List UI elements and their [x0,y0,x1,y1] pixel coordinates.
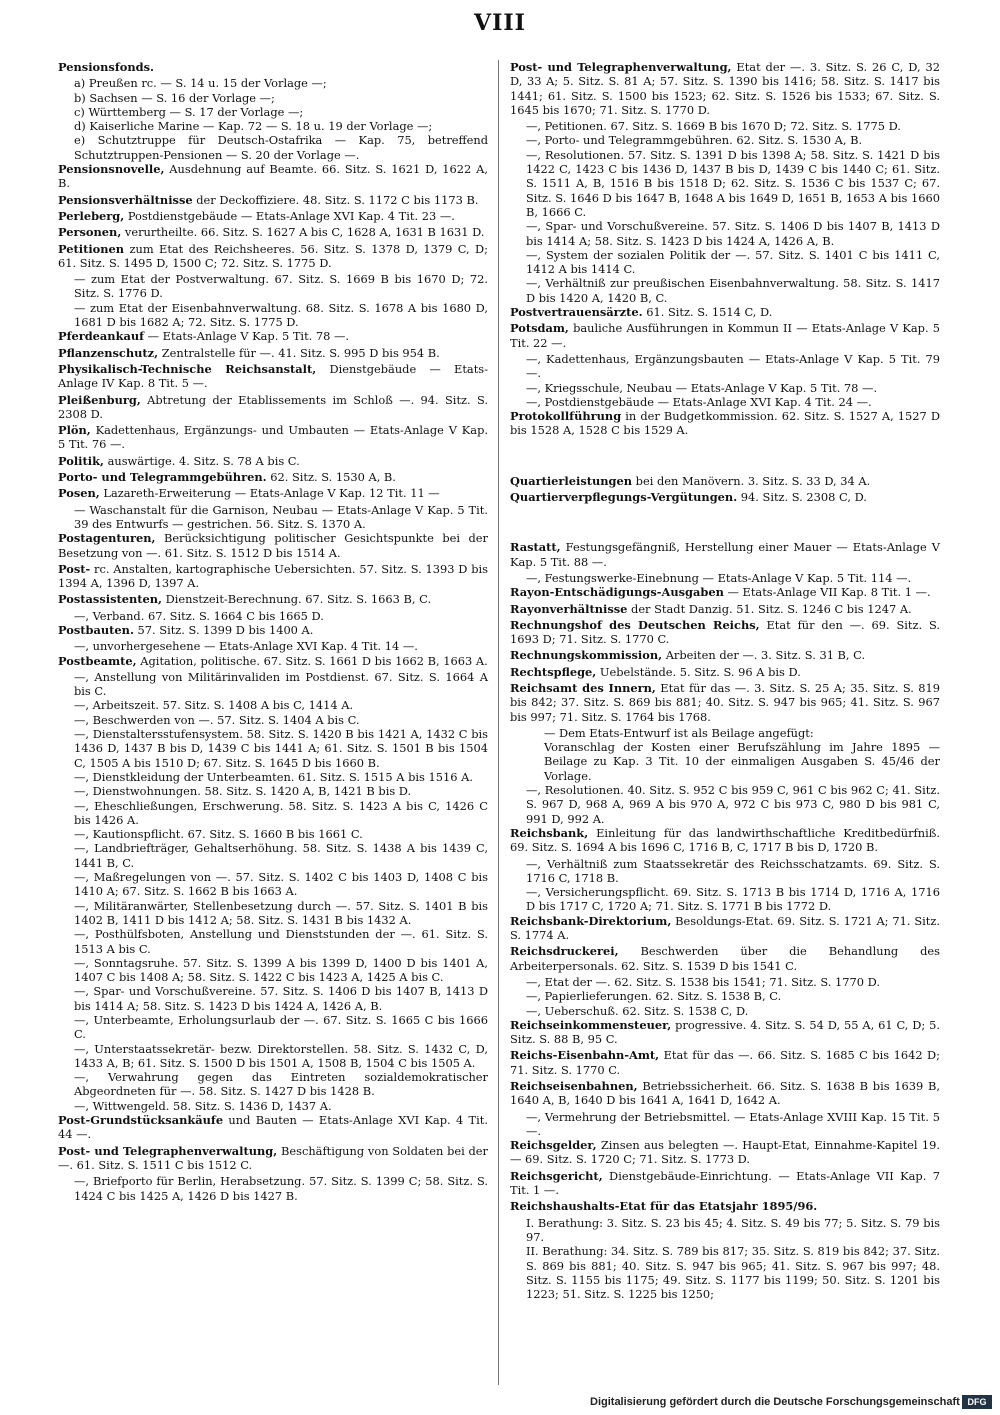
index-entry [58,713,488,727]
index-entry [510,1018,940,1047]
entry-text: —, Maßregelungen von —. 57. Sitz. S. 1402 C bis 1403 D, 1408 C bis 1410 A; 67. Sitz. S. 1662 B bis 1663 A. [74,870,488,899]
index-entry [58,592,488,606]
index-entry [58,984,488,1013]
entry-text: Etat für das —. 66. Sitz. S. 1685 C bis 1642 D; 71. Sitz. S. 1770 C. [510,1048,940,1077]
index-entry [510,1169,940,1198]
entry-text: Agitation, politische. 67. Sitz. S. 1661 D bis 1662 B, 1663 A. [136,653,488,668]
entry-text: 61. Sitz. S. 1514 C, D. [642,305,773,320]
index-entry [510,665,940,679]
index-entry [58,639,488,653]
entry-text: — Etats-Anlage VII Kap. 8 Tit. 1 —. [723,585,931,600]
entry-text: c) Württemberg — S. 17 der Vorlage —; [74,104,304,119]
index-entry [510,585,940,599]
entry-text: —, Eheschließungen, Erschwerung. 58. Sitz. S. 1423 A bis C, 1426 C bis 1426 A. [74,798,488,827]
index-entry [510,944,940,973]
entry-heading: Plön, [58,423,91,438]
entry-heading: Postagenturen, [58,531,156,546]
index-entry [510,148,940,219]
index-entry [58,654,488,668]
entry-text: —, Postdienstgebäude — Etats-Anlage XVI Kap. 4 Tit. 24 —. [526,394,872,409]
entry-heading: Porto- und Telegrammgebühren. [58,470,267,485]
index-entry [58,193,488,207]
index-entry [58,225,488,239]
index-entry [58,162,488,191]
entry-heading: Reichshaushalts-Etat für das Etatsjahr 1895/96. [510,1199,818,1214]
page-number: VIII [474,10,526,36]
entry-heading: Potsdam, [510,321,569,336]
entry-text: —, Kriegsschule, Neubau — Etats-Anlage V Kap. 5 Tit. 78 —. [526,380,878,395]
entry-text: —, Posthülfsboten, Anstellung und Dienststunden der —. 61. Sitz. S. 1513 A bis C. [74,927,488,956]
index-entry [510,914,940,943]
entry-text: —, Resolutionen. 40. Sitz. S. 952 C bis 959 C, 961 C bis 962 C; 41. Sitz. S. 967 D, 968 A, 969 A bis 970 A, 972 C bis 973 C, 980 D bis 981 C, 991 D, 992 A. [526,783,940,826]
entry-text: —, Militäranwärter, Stellenbesetzung durch —. 57. Sitz. S. 1401 B bis 1402 B, 1411 D bis 1412 A; 58. Sitz. S. 1431 B bis 1432 A. [74,898,488,927]
entry-heading: Pensionsnovelle, [58,162,165,177]
entry-text: —, Porto- und Telegrammgebühren. 62. Sitz. S. 1530 A, B. [526,133,863,148]
index-entry [58,956,488,985]
entry-text: Dienstgebäude-Einrichtung. — Etats-Anlage VII Kap. 7 Tit. 1 —. [510,1168,940,1198]
entry-heading: Rechnungskommission, [510,648,663,663]
index-entry [58,209,488,223]
index-entry [58,562,488,591]
index-entry [58,927,488,956]
entry-text: Etat für das —. 3. Sitz. S. 25 A; 35. Sitz. S. 819 bis 842; 37. Sitz. S. 869 bis 881; 40. Sitz. S. 947 bis 965; 41. Sitz. S. 967 bis 997; 71. Sitz. S. 1764 bis 1768. [510,680,940,724]
entry-text: I. Berathung: 3. Sitz. S. 23 bis 45; 4. Sitz. S. 49 bis 77; 5. Sitz. S. 79 bis 97. [526,1215,940,1244]
entry-heading: Reichseisenbahnen, [510,1079,638,1093]
index-entry [58,470,488,484]
right-column [510,60,940,1301]
index-entry [510,571,940,585]
index-entry [510,381,940,395]
entry-text: Ausdehnung auf Beamte. 66. Sitz. S. 1621 D, 1622 A, B. [58,162,488,191]
entry-heading: Postbeamte, [58,653,137,668]
entry-heading: Rechnungshof des Deutschen Reichs, [510,617,760,632]
entry-heading: Pleißenburg, [58,392,141,407]
index-entry [58,531,488,560]
index-entry [58,329,488,343]
index-entry [510,1216,940,1245]
entry-text: —, Etat der —. 62. Sitz. S. 1538 bis 1541; 71. Sitz. S. 1770 D. [526,974,880,989]
entry-text: progressive. 4. Sitz. S. 54 D, 55 A, 61 C, D; 5. Sitz. S. 88 B, 95 C. [510,1017,940,1047]
entry-heading: Post-Grundstücksankäufe [58,1113,224,1128]
entry-text: —, Beschwerden von —. 57. Sitz. S. 1404 A bis C. [74,712,360,727]
entry-heading: Postvertrauensärzte. [510,305,643,320]
index-entry [58,827,488,841]
index-entry [58,1013,488,1042]
index-entry [58,362,488,391]
dfg-logo: DFG [962,1395,992,1409]
index-entry [510,975,940,989]
entry-heading: Pferdeankauf [58,329,145,344]
entry-heading: Reichsbank-Direktorium, [510,913,672,928]
column-divider [498,60,499,1385]
left-column [58,60,488,1203]
index-entry [58,841,488,870]
entry-text: e) Schutztruppe für Deutsch-Ostafrika — Kap. 75, betreffend Schutztruppen-Pensionen — S. 20 der Vorlage —. [74,133,488,162]
index-entry [510,321,940,350]
entry-heading: Rayon-Entschädigungs-Ausgaben [510,585,724,600]
entry-text: —, Briefporto für Berlin, Herabsetzung. 57. Sitz. S. 1399 C; 58. Sitz. S. 1424 C bis 1425 A, 1426 D bis 1427 B. [74,1174,488,1203]
entry-text: —, Dienstwohnungen. 58. Sitz. S. 1420 A, B, 1421 B bis D. [74,784,412,799]
index-entry [510,885,940,914]
entry-text: Zinsen aus belegten —. Haupt-Etat, Einnahme-Kapitel 19. — 69. Sitz. S. 1720 C; 71. Sitz. S. 1773 D. [510,1138,940,1167]
entry-heading: Pensionsverhältnisse [58,192,193,207]
entry-text: 94. Sitz. S. 2308 C, D. [737,490,867,505]
entry-text: —, Spar- und Vorschußvereine. 57. Sitz. S. 1406 D bis 1407 B, 1413 D bis 1414 A; 58. Sitz. S. 1423 D bis 1424 A, 1426 A, B. [526,219,940,248]
entry-text: Dienstgebäude — Etats-Anlage IV Kap. 8 Tit. 5 —. [58,361,488,391]
entry-text: Voranschlag der Kosten einer Berufszählung im Jahre 1895 — Beilage zu Kap. 3 Tit. 10 der einmaligen Ausgaben S. 45/46 der Vorlage. [544,740,940,783]
entry-heading: Reichsamt des Innern, [510,680,656,695]
entry-text: Abtretung der Etablissements im Schloß —. 94. Sitz. S. 2308 D. [58,392,488,421]
entry-heading: Petitionen [58,241,125,256]
entry-text: Arbeiten der —. 3. Sitz. S. 31 B, C. [662,648,866,663]
entry-text: — Dem Etats-Entwurf ist als Beilage angefügt: [544,725,814,740]
index-entry [58,1113,488,1142]
entry-text: bauliche Ausführungen in Kommun II — Etats-Anlage V Kap. 5 Tit. 22 —. [510,321,940,350]
index-entry [510,648,940,662]
index-entry [58,623,488,637]
index-entry [58,346,488,360]
index-entry [58,1144,488,1173]
index-entry [510,119,940,133]
index-entry [58,301,488,330]
index-entry [58,870,488,899]
index-entry [58,727,488,770]
entry-text: 57. Sitz. S. 1399 D bis 1400 A. [133,622,314,637]
index-entry [58,1099,488,1113]
index-entry [510,740,940,783]
index-entry [510,602,940,616]
index-entry [58,609,488,623]
entry-text: —, Ueberschuß. 62. Sitz. S. 1538 C, D. [526,1003,749,1018]
entry-heading: Politik, [58,453,104,468]
entry-text: a) Preußen rc. — S. 14 u. 15 der Vorlage —; [74,76,327,91]
entry-heading: Quartierleistungen [510,473,633,488]
entry-text: —, Kadettenhaus, Ergänzungsbauten — Etats-Anlage V Kap. 5 Tit. 79 —. [526,351,940,381]
index-entry [510,681,940,724]
entry-text: —, Spar- und Vorschußvereine. 57. Sitz. S. 1406 D bis 1407 B, 1413 D bis 1414 A; 58. Sitz. S. 1423 D bis 1424 A, 1426 A, B. [74,984,488,1013]
index-entry [510,618,940,647]
index-entry [58,133,488,162]
index-entry [58,60,488,74]
index-entry [510,1244,940,1301]
index-entry [58,698,488,712]
entry-text: bei den Manövern. 3. Sitz. S. 33 D, 34 A. [632,473,871,488]
entry-text: —, Vermehrung der Betriebsmittel. — Etats-Anlage XVIII Kap. 15 Tit. 5 —. [526,1109,940,1138]
index-entry [58,423,488,452]
index-entry [510,305,940,319]
entry-heading: Rastatt, [510,540,561,555]
entry-text: 62. Sitz. S. 1530 A, B. [266,470,396,485]
entry-text: —, Dienstkleidung der Unterbeamten. 61. Sitz. S. 1515 A bis 1516 A. [74,769,473,784]
entry-text: —, Kautionspflicht. 67. Sitz. S. 1660 B bis 1661 C. [74,827,363,842]
index-entry [510,1199,940,1213]
entry-heading: Reichs-Eisenbahn-Amt, [510,1048,660,1063]
entry-text: — Etats-Anlage V Kap. 5 Tit. 78 —. [144,329,350,344]
entry-heading: Reichsbank, [510,825,589,840]
index-entry [510,490,940,504]
entry-text: Dienstzeit-Berechnung. 67. Sitz. S. 1663 B, C. [162,592,432,607]
entry-text: Postdienstgebäude — Etats-Anlage XVI Kap. 4 Tit. 23 —. [124,208,455,223]
index-entry [510,826,940,855]
index-entry [58,486,488,500]
entry-text: —, Unterstaatssekretär- bezw. Direktorstellen. 58. Sitz. S. 1432 C, D, 1433 A, B; 61. Sitz. S. 1500 D bis 1501 A, 1508 B, 1504 C bis 1505 A. [74,1041,488,1070]
section-gap [510,440,940,474]
index-entry [510,276,940,305]
entry-text: Beschäftigung von Soldaten bei der —. 61. Sitz. S. 1511 C bis 1512 C. [58,1143,488,1172]
index-entry [58,393,488,422]
index-entry [510,219,940,248]
entry-heading: Perleberg, [58,208,125,223]
entry-heading: Reichsdruckerei, [510,944,619,959]
entry-heading: Personen, [58,225,122,240]
index-entry [58,105,488,119]
index-entry [58,503,488,532]
entry-text: auswärtige. 4. Sitz. S. 78 A bis C. [103,453,300,468]
index-entry [510,133,940,147]
entry-text: —, Verhältniß zum Staatssekretär des Reichsschatzamts. 69. Sitz. S. 1716 C, 1718 B. [526,856,940,885]
section-gap [510,506,940,540]
entry-text: —, Verband. 67. Sitz. S. 1664 C bis 1665 D. [74,608,324,623]
entry-text: Kadettenhaus, Ergänzungs- und Umbauten — Etats-Anlage V Kap. 5 Tit. 76 —. [58,423,488,452]
entry-text: Beschwerden über die Behandlung des Arbeiterpersonals. 62. Sitz. S. 1539 D bis 1541 C. [510,944,940,973]
entry-text: II. Berathung: 34. Sitz. S. 789 bis 817; 35. Sitz. S. 819 bis 842; 37. Sitz. S. 869 bis 881; 40. Sitz. S. 947 bis 965; 41. Sitz. S. 967 bis 997; 48. Sitz. S. 1155 bis 1175; 49. Sitz. S. 1177 bis 1199; 50. Sitz. S. 1201 bis 1223; 51. Sitz. S. 1225 bis 1250; [526,1244,940,1302]
entry-text: Einleitung für das landwirthschaftliche Kreditbedürfniß. 69. Sitz. S. 1694 A bis 1696 C, 1716 B, C, 1717 B bis D, 1720 B. [510,825,940,855]
entry-text: Zentralstelle für —. 41. Sitz. S. 995 D bis 954 B. [158,345,440,360]
index-entry [510,1138,940,1167]
entry-heading: Pflanzenschutz, [58,345,159,360]
entry-text: Berücksichtigung politischer Gesichtspunkte bei der Besetzung von —. 61. Sitz. S. 1512 D bis 1514 A. [58,531,488,560]
index-entry [510,726,940,740]
footer-credit: Digitalisierung gefördert durch die Deutsche Forschungsgemeinschaft [590,1396,960,1408]
index-entry [58,1042,488,1071]
entry-heading: Post- [58,561,91,576]
index-entry [58,242,488,271]
index-entry [58,76,488,90]
index-entry [510,1004,940,1018]
entry-heading: Postassistenten, [58,592,163,607]
index-entry [58,670,488,699]
entry-text: —, Petitionen. 67. Sitz. S. 1669 B bis 1670 D; 72. Sitz. S. 1775 D. [526,119,901,134]
index-entry [58,799,488,828]
index-entry [510,395,940,409]
entry-text: der Stadt Danzig. 51. Sitz. S. 1246 C bis 1247 A. [627,601,912,616]
entry-text: — zum Etat der Postverwaltung. 67. Sitz. S. 1669 B bis 1670 D; 72. Sitz. S. 1776 D. [74,272,488,301]
entry-heading: Reichsgericht, [510,1168,603,1183]
index-entry [510,540,940,569]
entry-heading: Pensionsfonds. [58,60,154,74]
entry-text: —, Verwahrung gegen das Eintreten sozialdemokratischer Abgeordneten für —. 58. Sitz. S. 1427 D bis 1428 B. [74,1070,488,1099]
entry-text: — zum Etat der Eisenbahnverwaltung. 68. Sitz. S. 1678 A bis 1680 D, 1681 D bis 1682 A; 72. Sitz. S. 1775 D. [74,300,488,330]
entry-text: Festungsgefängniß, Herstellung einer Mauer — Etats-Anlage V Kap. 5 Tit. 88 —. [510,540,940,569]
index-entry [510,60,940,117]
index-entry [510,1110,940,1139]
entry-heading: Post- und Telegraphenverwaltung, [510,60,732,74]
entry-text: —, Anstellung von Militärinvaliden im Postdienst. 67. Sitz. S. 1664 A bis C. [74,669,488,699]
entry-text: d) Kaiserliche Marine — Kap. 72 — S. 18 u. 19 der Vorlage —; [74,119,433,134]
index-entry [58,272,488,301]
entry-text: zum Etat des Reichsheeres. 56. Sitz. S. 1378 D, 1379 C, D; 61. Sitz. S. 1495 D, 1500 C; 72. Sitz. S. 1775 D. [58,241,488,270]
entry-text: in der Budgetkommission. 62. Sitz. S. 1527 A, 1527 D bis 1528 A, 1528 C bis 1529 A. [510,409,940,438]
index-entry [510,409,940,438]
entry-heading: Reichsgelder, [510,1138,597,1153]
entry-text: —, Papierlieferungen. 62. Sitz. S. 1538 B, C. [526,989,782,1004]
entry-text: Lazareth-Erweiterung — Etats-Anlage V Kap. 12 Tit. 11 — [99,486,440,501]
entry-heading: Postbauten. [58,622,134,637]
index-entry [510,989,940,1003]
index-entry [510,857,940,886]
entry-heading: Posen, [58,486,100,501]
index-entry [58,1070,488,1099]
index-entry [510,1048,940,1077]
entry-heading: Quartierverpflegungs-Vergütungen. [510,490,738,505]
entry-heading: Rechtspflege, [510,664,597,679]
index-entry [58,899,488,928]
entry-text: —, Wittwengeld. 58. Sitz. S. 1436 D, 1437 A. [74,1098,332,1113]
entry-text: —, Festungswerke-Einebnung — Etats-Anlage V Kap. 5 Tit. 114 —. [526,570,912,585]
entry-heading: Reichseinkommensteuer, [510,1017,672,1032]
entry-text: —, Arbeitszeit. 57. Sitz. S. 1408 A bis C, 1414 A. [74,698,354,713]
entry-text: Etat für den —. 69. Sitz. S. 1693 D; 71. Sitz. S. 1770 C. [510,617,940,647]
entry-text: — Waschanstalt für die Garnison, Neubau — Etats-Anlage V Kap. 5 Tit. 39 des Entwurfs — gestrichen. 56. Sitz. S. 1370 A. [74,502,488,531]
index-entry [510,474,940,488]
entry-text: der Deckoffiziere. 48. Sitz. S. 1172 C bis 1173 B. [192,192,479,207]
entry-text: —, Dienstaltersstufensystem. 58. Sitz. S. 1420 B bis 1421 A, 1432 C bis 1436 D, 1437 B bis D, 1439 C bis 1441 A; 61. Sitz. S. 1501 B bis 1504 C, 1505 A bis 1510 D; 67. Sitz. S. 1645 D bis 1660 B. [74,727,488,770]
entry-text: —, Unterbeamte, Erholungsurlaub der —. 67. Sitz. S. 1665 C bis 1666 C. [74,1013,488,1042]
entry-text: b) Sachsen — S. 16 der Vorlage —; [74,90,275,105]
entry-heading: Rayonverhältnisse [510,601,628,616]
index-entry [58,91,488,105]
entry-heading: Post- und Telegraphenverwaltung, [58,1143,278,1158]
index-entry [58,1174,488,1203]
entry-text: —, Sonntagsruhe. 57. Sitz. S. 1399 A bis 1399 D, 1400 D bis 1401 A, 1407 C bis 1408 A; 58. Sitz. S. 1422 C bis 1423 A, 1425 A bis C. [74,955,488,985]
entry-text: und Bauten — Etats-Anlage XVI Kap. 4 Tit. 44 —. [58,1113,488,1142]
index-entry [510,352,940,381]
entry-text: —, Landbriefträger, Gehaltserhöhung. 58. Sitz. S. 1438 A bis 1439 C, 1441 B, C. [74,841,488,870]
index-entry [510,1079,940,1108]
entry-text: —, Verhältniß zur preußischen Eisenbahnverwaltung. 58. Sitz. S. 1417 D bis 1420 A, 1420 B, C. [526,276,940,305]
entry-text: Betriebssicherheit. 66. Sitz. S. 1638 B bis 1639 B, 1640 A, B, 1640 D bis 1641 A, 1641 D, 1642 A. [510,1079,940,1108]
entry-text: —, System der sozialen Politik der —. 57. Sitz. S. 1401 C bis 1411 C, 1412 A bis 1414 C. [526,247,940,277]
entry-text: rc. Anstalten, kartographische Uebersichten. 57. Sitz. S. 1393 D bis 1394 A, 1396 D, 1397 A. [58,561,488,591]
index-entry [58,784,488,798]
entry-text: Uebelstände. 5. Sitz. S. 96 A bis D. [596,664,801,679]
index-entry [510,783,940,826]
entry-text: Etat der —. 3. Sitz. S. 26 C, D, 32 D, 33 A; 5. Sitz. S. 81 A; 57. Sitz. S. 1390 bis 1416; 58. Sitz. S. 1417 bis 1441; 61. Sitz. S. 1500 bis 1523; 62. Sitz. S. 1526 bis 1533; 67. Sitz. S. 1645 bis 1670; 71. Sitz. S. 1770 D. [510,60,940,117]
entry-text: —, unvorhergesehene — Etats-Anlage XVI Kap. 4 Tit. 14 —. [74,639,418,654]
index-entry [510,248,940,277]
entry-text: verurtheilte. 66. Sitz. S. 1627 A bis C, 1628 A, 1631 B 1631 D. [121,225,485,240]
entry-text: —, Resolutionen. 57. Sitz. S. 1391 D bis 1398 A; 58. Sitz. S. 1421 D bis 1422 C, 1423 C bis 1436 D, 1437 B bis D, 1439 C bis 1440 C; 61. Sitz. S. 1511 A, B, 1516 B bis 1518 D; 62. Sitz. S. 1536 C bis 1537 C; 67. Sitz. S. 1646 D bis 1647 B, 1648 A bis 1649 D, 1651 B, 1653 A bis 1660 B, 1666 C. [526,147,940,219]
index-entry [58,770,488,784]
entry-text: —, Versicherungspflicht. 69. Sitz. S. 1713 B bis 1714 D, 1716 A, 1716 D bis 1717 C, 1720 A; 71. Sitz. S. 1771 B bis 1772 D. [526,885,940,914]
entry-heading: Physikalisch-Technische Reichsanstalt, [58,361,317,376]
index-entry [58,454,488,468]
entry-heading: Protokollführung [510,409,622,424]
entry-text: Besoldungs-Etat. 69. Sitz. S. 1721 A; 71. Sitz. S. 1774 A. [510,913,940,943]
index-entry [58,119,488,133]
